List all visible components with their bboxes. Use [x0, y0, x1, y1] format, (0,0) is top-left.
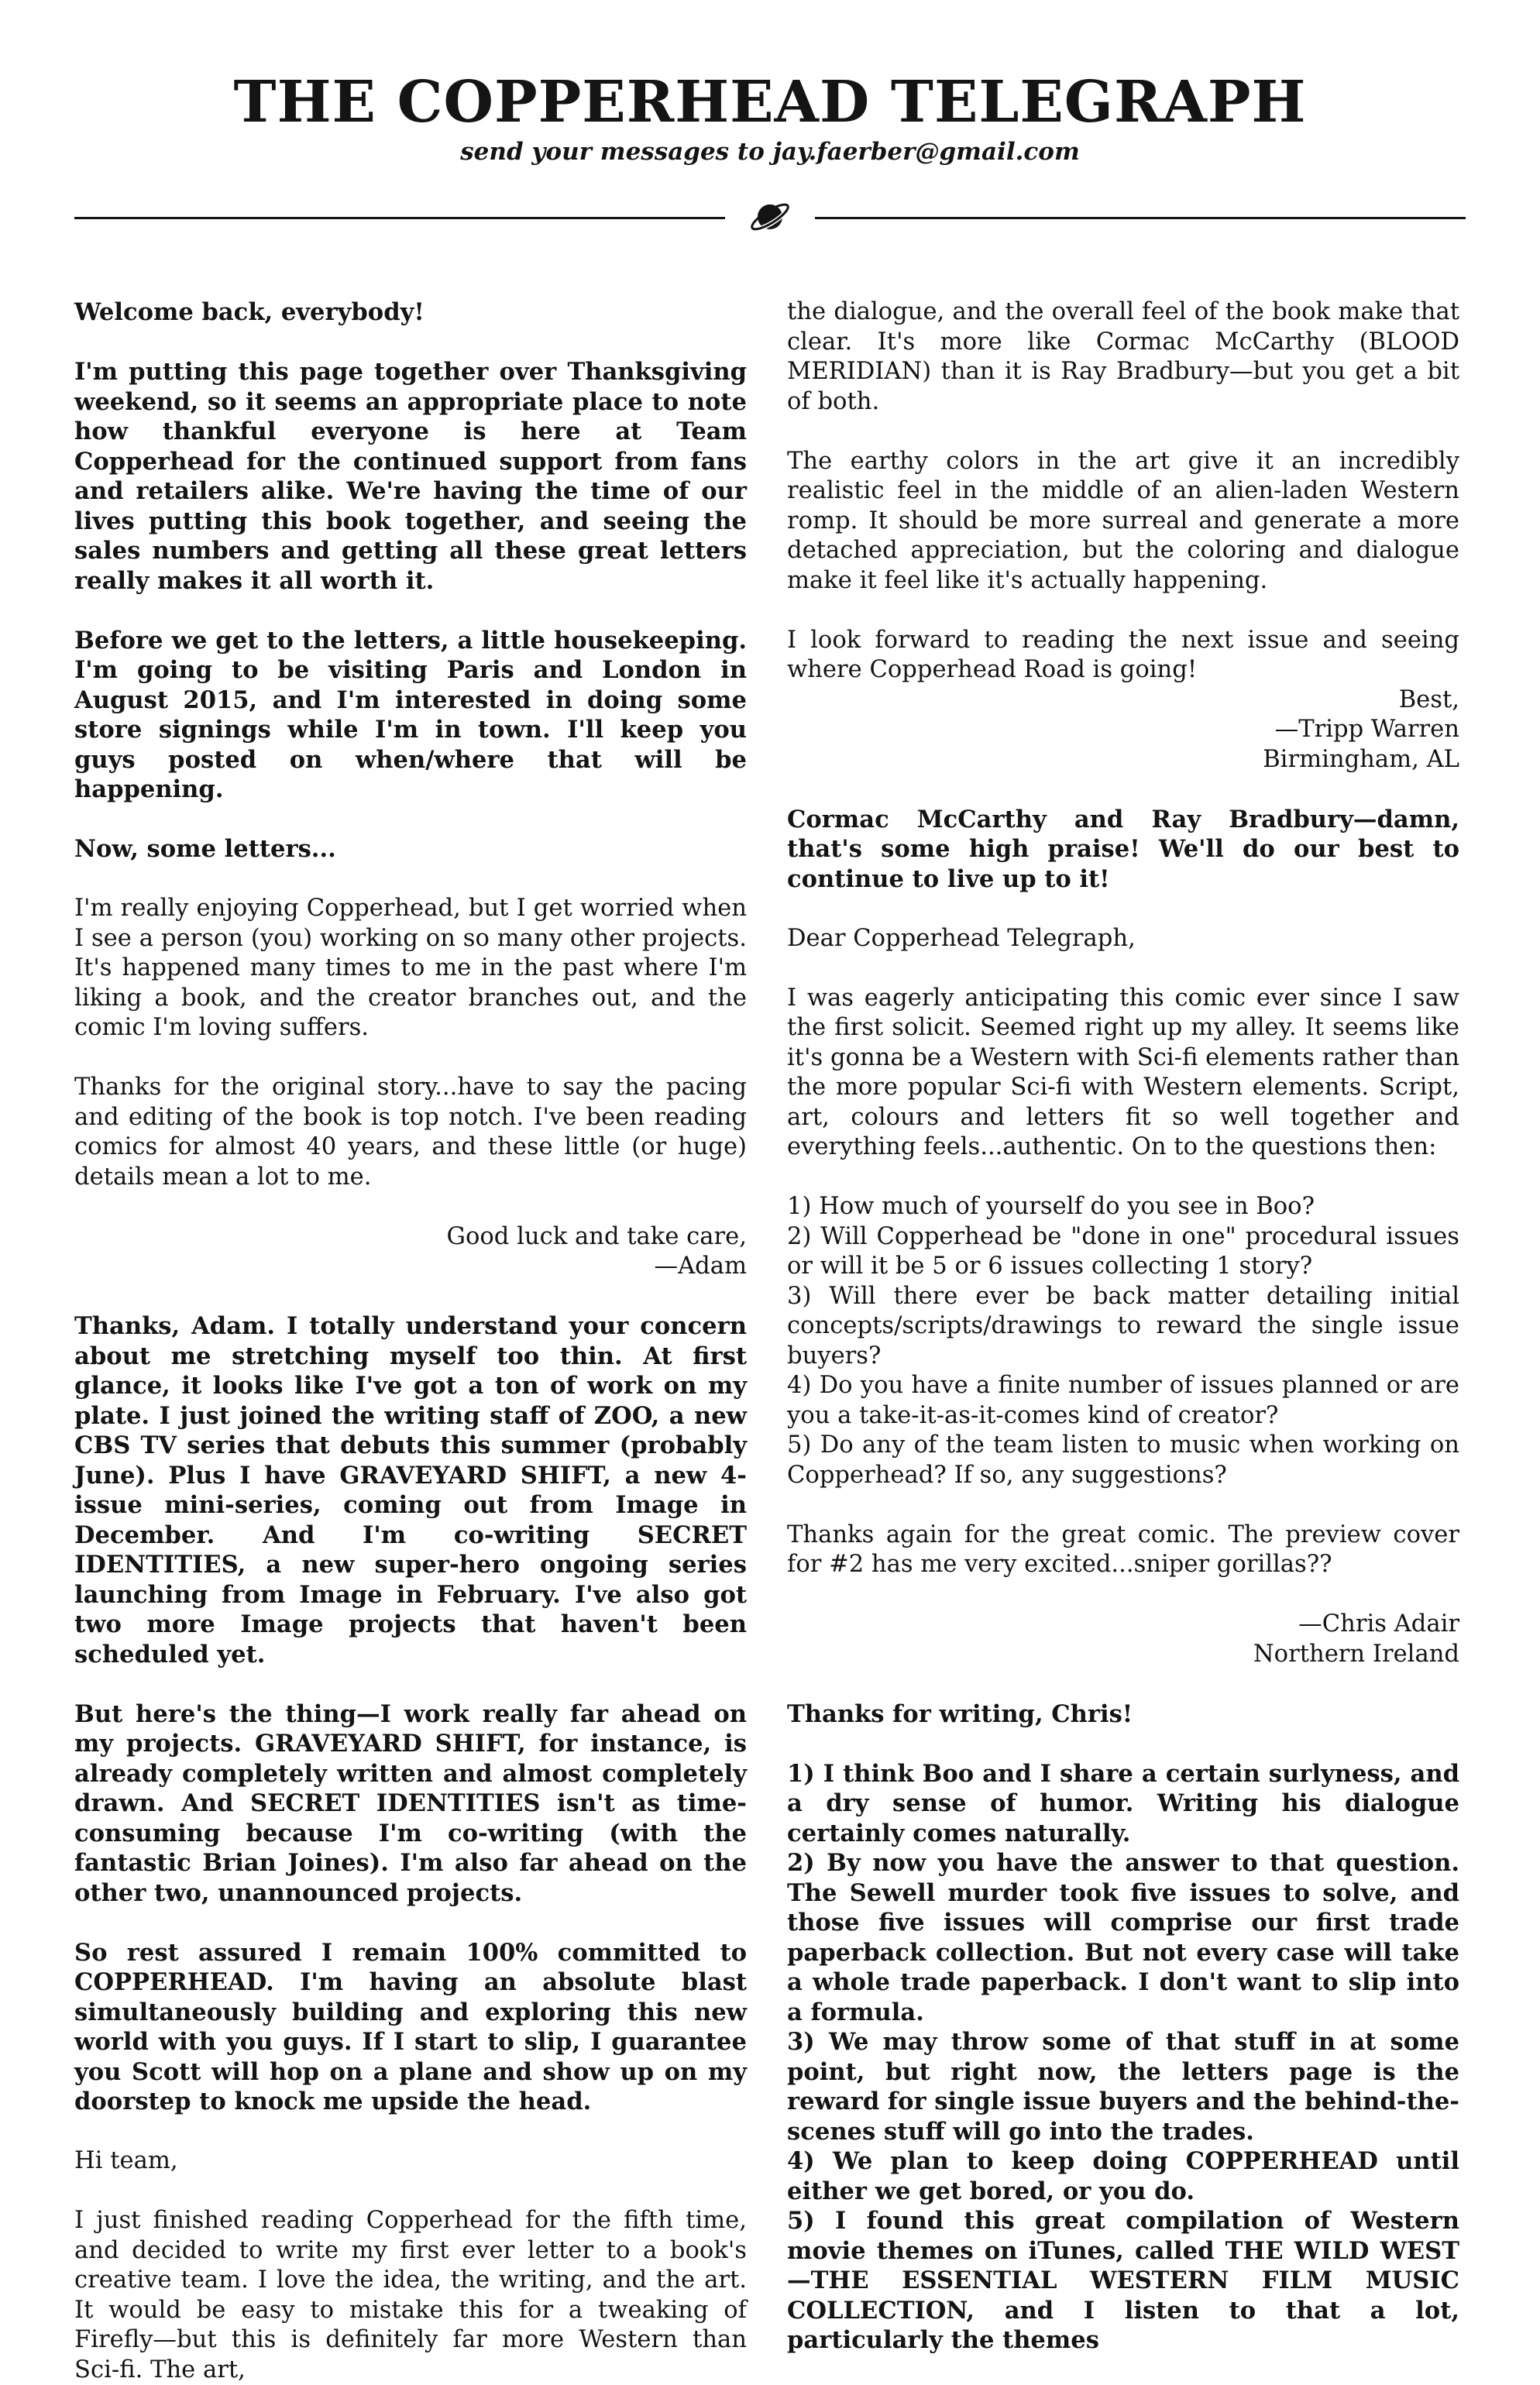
- answer-list: [787, 1759, 1459, 2356]
- list-item: 3) We may throw some of that stuff in at some point, but right now, the letters page is the reward for single issue buyers and the behind-the-scenes stuff will go into the trades.: [787, 2028, 1459, 2146]
- letter-greeting: Hi team,: [74, 2147, 178, 2174]
- list-item: 2) Will Copperhead be "done in one" procedural issues or will it be 5 or 6 issues collecting 1 story?: [787, 1222, 1459, 1280]
- masthead: [0, 68, 1540, 169]
- signoff-name: —Adam: [654, 1253, 747, 1280]
- left-column: [74, 297, 747, 2385]
- page-title: THE COPPERHEAD TELEGRAPH: [233, 69, 1307, 136]
- list-item: 5) I found this great compilation of Western movie themes on iTunes, called THE WILD WEST—THE ESSENTIAL WESTERN FILM MUSIC COLLECTION, and I listen to that a lot, particularly the themes: [787, 2207, 1459, 2354]
- signoff-name: —Chris Adair: [1298, 1610, 1459, 1638]
- ornamental-divider: [74, 194, 1466, 240]
- divider-rule-left: [74, 217, 725, 219]
- letter-paragraph: The earthy colors in the art give it an incredibly realistic feel in the middle of an alien-laden Western romp. It should be more surreal and generate a more detached appreciation, but the coloring and dialogue make it feel like it's actually happening.: [787, 447, 1459, 594]
- letter-paragraph: I look forward to reading the next issue and seeing where Copperhead Road is going!: [787, 626, 1459, 683]
- letters-intro: Now, some letters...: [74, 835, 336, 863]
- page-subtitle: send your messages to jay.faerber@gmail.com: [460, 138, 1080, 166]
- letter-greeting: Dear Copperhead Telegraph,: [787, 924, 1136, 952]
- reply-paragraph: So rest assured I remain 100% committed to COPPERHEAD. I'm having an absolute blast simultaneously building and exploring this new world with you guys. If I start to slip, I guarantee you Scott will hop on a plane and show up on my doorstep to knock me upside the head.: [74, 1938, 747, 2115]
- housekeeping-note: Before we get to the letters, a little housekeeping. I'm going to be visiting Paris and London in August 2015, and I'm interested in doing some store signings while I'm in town. I'll keep you guys posted on when/where that will be happening.: [74, 626, 747, 803]
- letter-paragraph: I just finished reading Copperhead for the fifth time, and decided to write my first ever letter to a book's creative team. I love the idea, the writing, and the art. It would be easy to mistake this for a tweaking of Firefly—but this is definitely far more Western than Sci-fi. The art,: [74, 2207, 747, 2383]
- list-item: 1) I think Boo and I share a certain surlyness, and a dry sense of humor. Writing his dialogue certainly comes naturally.: [787, 1759, 1459, 1847]
- reply-paragraph: Cormac McCarthy and Ray Bradbury—damn, that's some high praise! We'll do our best to continue to live up to it!: [787, 805, 1459, 893]
- list-item: 4) Do you have a finite number of issues planned or are you a take-it-as-it-comes kind of creator?: [787, 1372, 1459, 1429]
- editor-intro: I'm putting this page together over Thanksgiving weekend, so it seems an appropriate place to note how thankful everyone is here at Team Copperhead for the continued support from fans and retailers alike. We're having the time of our lives putting this book together, and seeing the sales numbers and getting all these great letters really makes it all worth it.: [74, 358, 747, 595]
- signoff-name: —Tripp Warren: [1274, 716, 1459, 743]
- signoff-location: Northern Ireland: [1253, 1640, 1459, 1668]
- list-item: 5) Do any of the team listen to music when working on Copperhead? If so, any suggestions?: [787, 1431, 1459, 1489]
- letter-paragraph: Thanks for the original story...have to say the pacing and editing of the book is top notch. I've been reading comics for almost 40 years, and these little (or huge) details mean a lot to me.: [74, 1074, 747, 1191]
- question-list: [787, 1192, 1459, 1490]
- welcome-text: Welcome back, everybody!: [74, 298, 425, 326]
- right-column: [787, 297, 1459, 2385]
- ringed-planet-icon: [747, 195, 793, 239]
- signoff-line: Best,: [1398, 686, 1459, 713]
- letter-paragraph: Thanks again for the great comic. The preview cover for #2 has me very excited...sniper gorillas??: [787, 1521, 1459, 1578]
- list-item: 1) How much of yourself do you see in Boo?: [787, 1193, 1315, 1220]
- letter-paragraph: I'm really enjoying Copperhead, but I get worried when I see a person (you) working on so many other projects. It's happened many times to me in the past where I'm liking a book, and the creator branches out, and the comic I'm loving suffers.: [74, 895, 747, 1041]
- reply-intro: Thanks for writing, Chris!: [787, 1699, 1133, 1728]
- letter-paragraph: I was eagerly anticipating this comic ever since I saw the first solicit. Seemed right up my alley. It seems like it's gonna be a Western with Sci-fi elements rather than the more popular Sci-fi with Western elements. Script, art, colours and letters fit so well together and everything feels...authentic. On to the questions then:: [787, 984, 1459, 1160]
- letter-signature: [787, 1610, 1459, 1669]
- signoff-line: Good luck and take care,: [446, 1222, 747, 1250]
- letter-paragraph: the dialogue, and the overall feel of the book make that clear. It's more like Cormac McCarthy (BLOOD MERIDIAN) than it is Ray Bradbury—but you get a bit of both.: [787, 298, 1459, 415]
- letter-signature: [74, 1222, 747, 1282]
- reply-paragraph: But here's the thing—I work really far ahead on my projects. GRAVEYARD SHIFT, for instance, is already completely written and almost completely drawn. And SECRET IDENTITIES isn't as time-consuming because I'm co-writing (with the fantastic Brian Joines). I'm also far ahead on the other two, unannounced projects.: [74, 1699, 747, 1907]
- list-item: 2) By now you have the answer to that question. The Sewell murder took five issues to solve, and those five issues will comprise our first trade paperback collection. But not every case will take a whole trade paperback. I don't want to slip into a formula.: [787, 1849, 1459, 2026]
- signoff-location: Birmingham, AL: [1263, 745, 1459, 773]
- list-item: 3) Will there ever be back matter detailing initial concepts/scripts/drawings to reward the single issue buyers?: [787, 1282, 1459, 1369]
- divider-rule-right: [815, 217, 1466, 219]
- letter-signature: [787, 686, 1459, 775]
- reply-paragraph: Thanks, Adam. I totally understand your concern about me stretching myself too thin. At first glance, it looks like I've got a ton of work on my plate. I just joined the writing staff of ZOO, a new CBS TV series that debuts this summer (probably June). Plus I have GRAVEYARD SHIFT, a new 4-issue mini-series, coming out from Image in December. And I'm co-writing SECRET IDENTITIES, a new super-hero ongoing series launching from Image in February. I've also got two more Image projects that haven't been scheduled yet.: [74, 1312, 747, 1668]
- list-item: 4) We plan to keep doing COPPERHEAD until either we get bored, or you do.: [787, 2147, 1459, 2205]
